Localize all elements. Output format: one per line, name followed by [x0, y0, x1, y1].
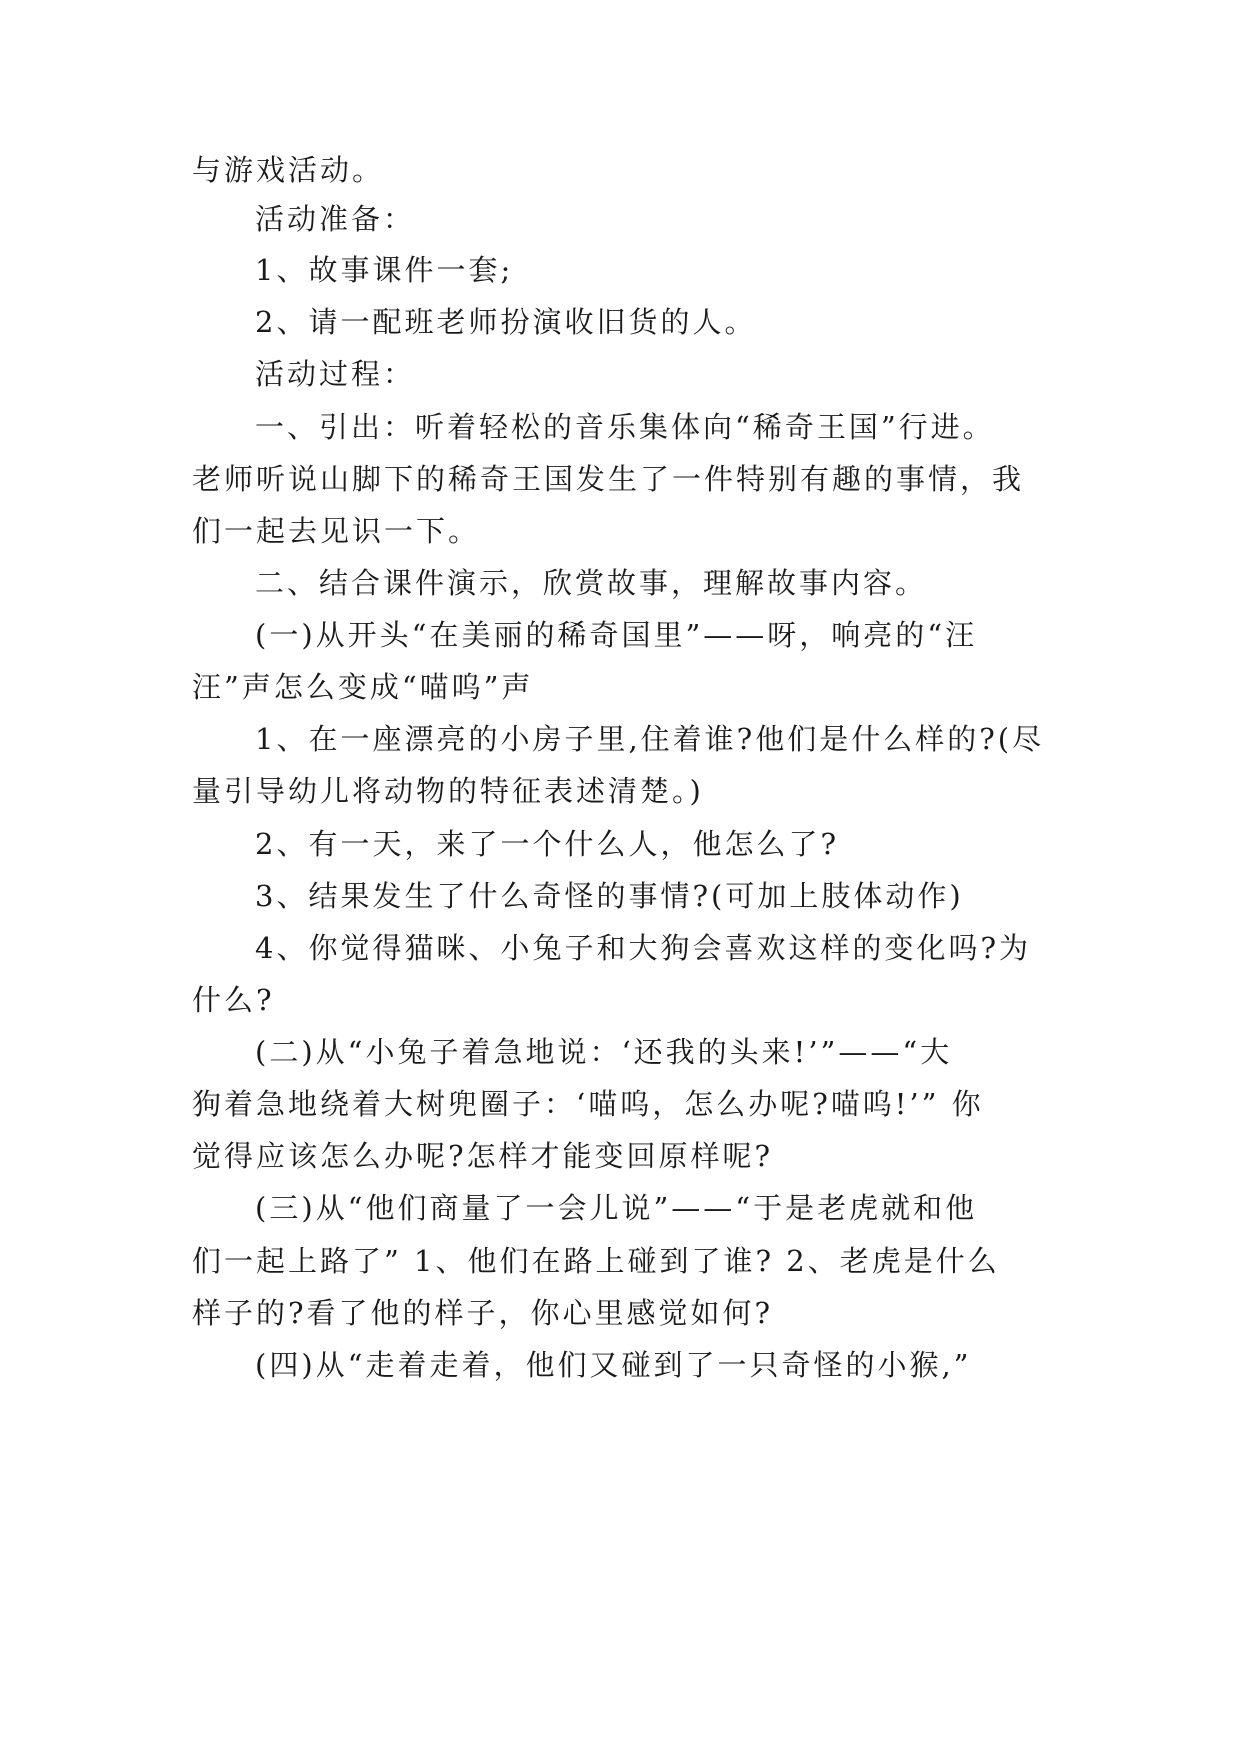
text-line: 2、请一配班老师扮演收旧货的人。 — [255, 305, 757, 339]
section-heading-preparation: 活动准备： — [255, 202, 416, 236]
text-line: 4、你觉得猫咪、小兔子和大狗会喜欢这样的变化吗?为 — [255, 931, 1031, 965]
text-line: 狗着急地绕着大树兜圈子：‘喵呜，怎么办呢?喵呜!’” 你 — [192, 1087, 984, 1121]
text-line: 样子的?看了他的样子，你心里感觉如何? — [192, 1296, 774, 1330]
text-line: (二)从“小兔子着急地说：‘还我的头来!’”——“大 — [255, 1035, 953, 1069]
text-line: 与游戏活动。 — [192, 153, 385, 187]
text-line: 一、引出：听着轻松的音乐集体向“稀奇王国”行进。 — [255, 410, 995, 444]
text-line: 汪”声怎么变成“喵呜”声 — [192, 670, 534, 704]
text-line: 1、故事课件一套; — [255, 253, 514, 287]
text-line: (三)从“他们商量了一会儿说”——“于是老虎就和他 — [255, 1191, 978, 1225]
text-line: 觉得应该怎么办呢?怎样才能变回原样呢? — [192, 1139, 774, 1173]
section-heading-process: 活动过程： — [255, 357, 416, 391]
text-line: 1、在一座漂亮的小房子里,住着谁?他们是什么样的?(尽 — [255, 722, 1045, 756]
text-line: 3、结果发生了什么奇怪的事情?(可加上肢体动作) — [255, 879, 964, 913]
text-line: (一)从开头“在美丽的稀奇国里”——呀，响亮的“汪 — [255, 618, 978, 652]
text-line: 二、结合课件演示，欣赏故事，理解故事内容。 — [255, 566, 928, 600]
text-line: (四)从“走着走着，他们又碰到了一只奇怪的小猴,” — [255, 1348, 972, 1382]
text-line: 什么? — [192, 983, 275, 1017]
text-line: 量引导幼儿将动物的特征表述清楚。) — [192, 774, 704, 808]
text-line: 2、有一天，来了一个什么人，他怎么了? — [255, 827, 839, 861]
text-line: 们一起上路了” 1、他们在路上碰到了谁? 2、老虎是什么 — [192, 1244, 1000, 1278]
text-line: 们一起去见识一下。 — [192, 514, 481, 548]
text-line: 老师听说山脚下的稀奇王国发生了一件特别有趣的事情，我 — [192, 462, 1025, 496]
